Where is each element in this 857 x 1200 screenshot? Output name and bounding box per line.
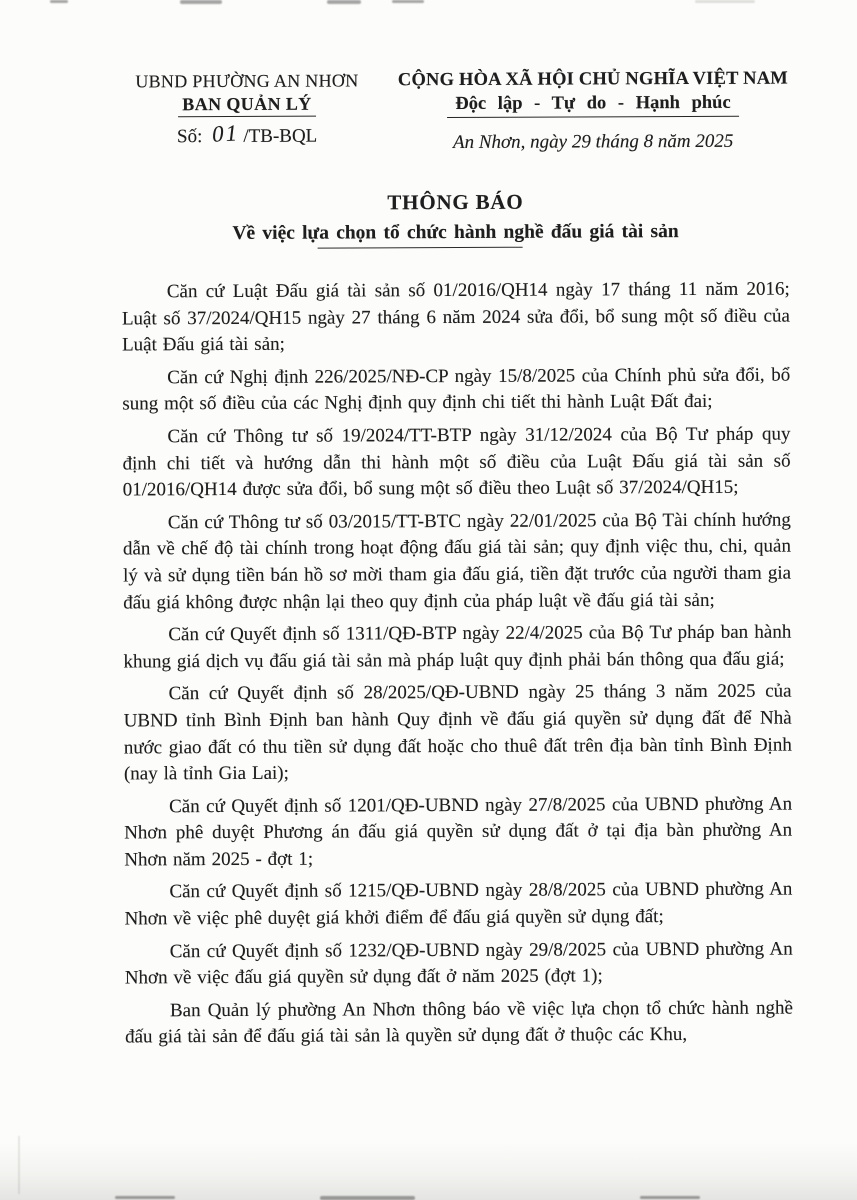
scan-artifact	[640, 1196, 700, 1199]
paragraph: Căn cứ Quyết định số 1232/QĐ-UBND ngày 29/8/2025 của UBND phường An Nhơn về việc đấu giá quyền sử dụng đất ở năm 2025 (đợt 1);	[124, 938, 793, 989]
document-number-handwritten: 01	[211, 120, 240, 147]
paragraph: Ban Quản lý phường An Nhơn thông báo về việc lựa chọn tổ chức hành nghề đấu giá tài sản để đấu giá tài sản là quyền sử dụng đất ở thuộc các Khu,	[125, 997, 793, 1048]
scan-artifact	[320, 1196, 415, 1200]
paragraph: Căn cứ Nghị định 226/2025/NĐ-CP ngày 15/8/2025 của Chính phủ sửa đổi, bổ sung một số điều của các Nghị định quy định chi tiết thi hành Luật Đất đai;	[122, 364, 791, 415]
title-block	[121, 189, 789, 250]
paragraph: Căn cứ Quyết định số 1311/QĐ-BTP ngày 22/4/2025 của Bộ Tư pháp ban hành khung giá dịch vụ đấu giá tài sản mà pháp luật quy định phải bán thông qua đấu giá;	[123, 621, 792, 673]
document-header	[121, 69, 789, 156]
scan-artifact	[50, 0, 68, 3]
place-dateline: An Nhơn, ngày 29 tháng 8 năm 2025	[452, 130, 734, 154]
paragraph: Căn cứ Thông tư số 03/2015/TT-BTC ngày 22/01/2025 của Bộ Tài chính hướng dẫn về chế độ tài chính trong hoạt động đấu giá tài sản; quy định việc thu, chi, quản lý và sử dụng tiền bán hồ sơ mời tham gia đấu giá, tiền đặt trước của người tham gia đấu giá không được nhận lại theo quy định của pháp luật về đấu giá tài sản;	[122, 509, 792, 613]
document-subtitle: Về việc lựa chọn tổ chức hành nghề đấu giá tài sản	[232, 221, 679, 244]
paragraph: Căn cứ Quyết định số 1215/QĐ-UBND ngày 28/8/2025 của UBND phường An Nhơn về việc phê duyệt giá khởi điểm để đấu giá quyền sử dụng đất;	[124, 879, 793, 930]
national-motto: Độc lập - Tự do - Hạnh phúc	[447, 93, 738, 118]
org-name: BAN QUẢN LÝ	[178, 94, 316, 118]
national-title: CỘNG HÒA XÃ HỘI CHỦ NGHĨA VIỆT NAM	[397, 68, 788, 91]
scan-artifact	[115, 1196, 175, 1199]
scan-artifact	[695, 0, 755, 3]
subtitle-underline	[317, 247, 522, 249]
document-number	[121, 121, 373, 148]
paragraph: Căn cứ Quyết định số 28/2025/QĐ-UBND ngày 25 tháng 3 năm 2025 của UBND tỉnh Bình Định ban hành Quy định về đấu giá quyền sử dụng đất để Nhà nước giao đất có thu tiền sử dụng đất hoặc cho thuê đất trên địa bàn tỉnh Bình Định (nay là tỉnh Gia Lai);	[123, 680, 792, 785]
document-number-suffix: /TB-BQL	[243, 125, 318, 147]
issuing-org-block	[121, 70, 373, 148]
paragraph: Căn cứ Luật Đấu giá tài sản số 01/2016/QH14 ngày 17 tháng 11 năm 2016; Luật số 37/2024/QH15 ngày 27 tháng 6 năm 2024 sửa đổi, bổ sung một số điều của Luật Đấu giá tài sản;	[121, 278, 790, 356]
scan-artifact	[327, 0, 361, 4]
document-body	[122, 277, 793, 1052]
scan-artifact	[392, 0, 424, 3]
document-content	[121, 69, 793, 1058]
paragraph: Căn cứ Thông tư số 19/2024/TT-BTP ngày 31/12/2024 của Bộ Tư pháp quy định chi tiết và hướng dẫn thi hành một số điều của Luật Đấu giá tài sản số 01/2016/QH14 được sửa đổi, bổ sung một số điều theo Luật số 37/2024/QH15;	[122, 423, 791, 501]
paragraph: Căn cứ Quyết định số 1201/QĐ-UBND ngày 27/8/2025 của UBND phường An Nhơn phê duyệt Phương án đấu giá quyền sử dụng đất ở tại địa bàn phường An Nhơn năm 2025 - đợt 1;	[124, 793, 793, 871]
scan-shadow	[0, 1142, 857, 1200]
scan-artifact	[180, 0, 222, 4]
org-parent-name: UBND PHƯỜNG AN NHƠN	[135, 70, 359, 92]
document-title: THÔNG BÁO	[387, 189, 524, 215]
scan-artifact	[18, 1136, 20, 1194]
document-number-label: Số:	[176, 126, 203, 148]
national-header-block	[397, 69, 789, 155]
